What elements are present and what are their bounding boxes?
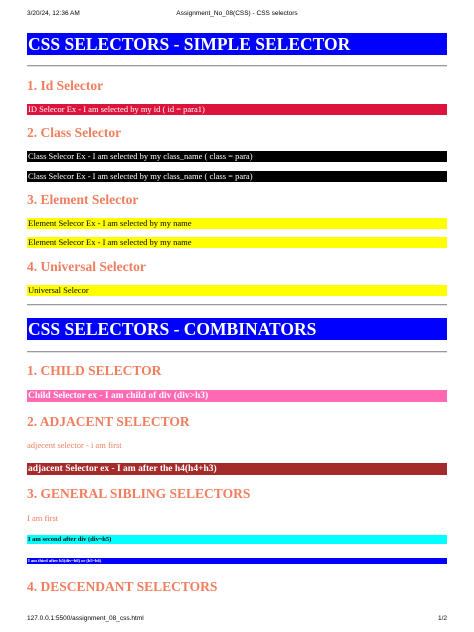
divider [27,65,447,67]
general-second-example: I am second after div (div~h5) [27,535,447,544]
combinators-banner: CSS SELECTORS - COMBINATORS [27,318,447,340]
id-selector-heading: 1. Id Selector [27,78,104,93]
class-selector-example-2: Class Selecor Ex - I am selected by my class_name ( class = para) [27,171,447,182]
universal-selector-example: Universal Selecor [27,285,447,296]
id-selector-example: ID Selecor Ex - I am selected by my id ( id = para1) [27,104,447,115]
adjacent-selector-example: adjacent Selector ex - I am after the h4(h4+h3) [27,463,447,475]
element-selector-example-1: Element Selecor Ex - I am selected by my name [27,218,447,229]
child-selector-example: Child Selector ex - I am child of div (div>h3) [27,390,447,402]
divider [27,304,447,306]
adjacent-selector-heading: 2. ADJACENT SELECTOR [27,414,190,429]
adjacent-first-text: adjecent selector - i am first [27,440,122,450]
divider [27,351,447,353]
element-selector-example-2: Element Selecor Ex - I am selected by my name [27,237,447,248]
print-header [0,10,474,17]
general-sibling-heading: 3. GENERAL SIBLING SELECTORS [27,486,251,501]
print-footer [0,615,474,622]
print-page-title: Assignment_No_08(CSS) - CSS selectors [176,10,298,17]
print-url: 127.0.0.1:5500/assignment_08_css.html [27,615,144,622]
general-first-text: I am first [27,513,59,523]
class-selector-heading: 2. Class Selector [27,125,122,140]
descendant-selector-heading: 4. DESCENDANT SELECTORS [27,579,218,594]
simple-selector-banner: CSS SELECTORS - SIMPLE SELECTOR [27,33,447,55]
print-datetime: 3/20/24, 12:36 AM [27,10,80,17]
child-selector-heading: 1. CHILD SELECTOR [27,363,162,378]
class-selector-example-1: Class Selecor Ex - I am selected by my class_name ( class = para) [27,151,447,162]
general-third-example: I am third after h5(div~h6) or (h5~h6) [27,558,447,564]
universal-selector-heading: 4. Universal Selector [27,259,146,274]
print-page-number: 1/2 [437,615,447,622]
element-selector-heading: 3. Element Selector [27,192,139,207]
